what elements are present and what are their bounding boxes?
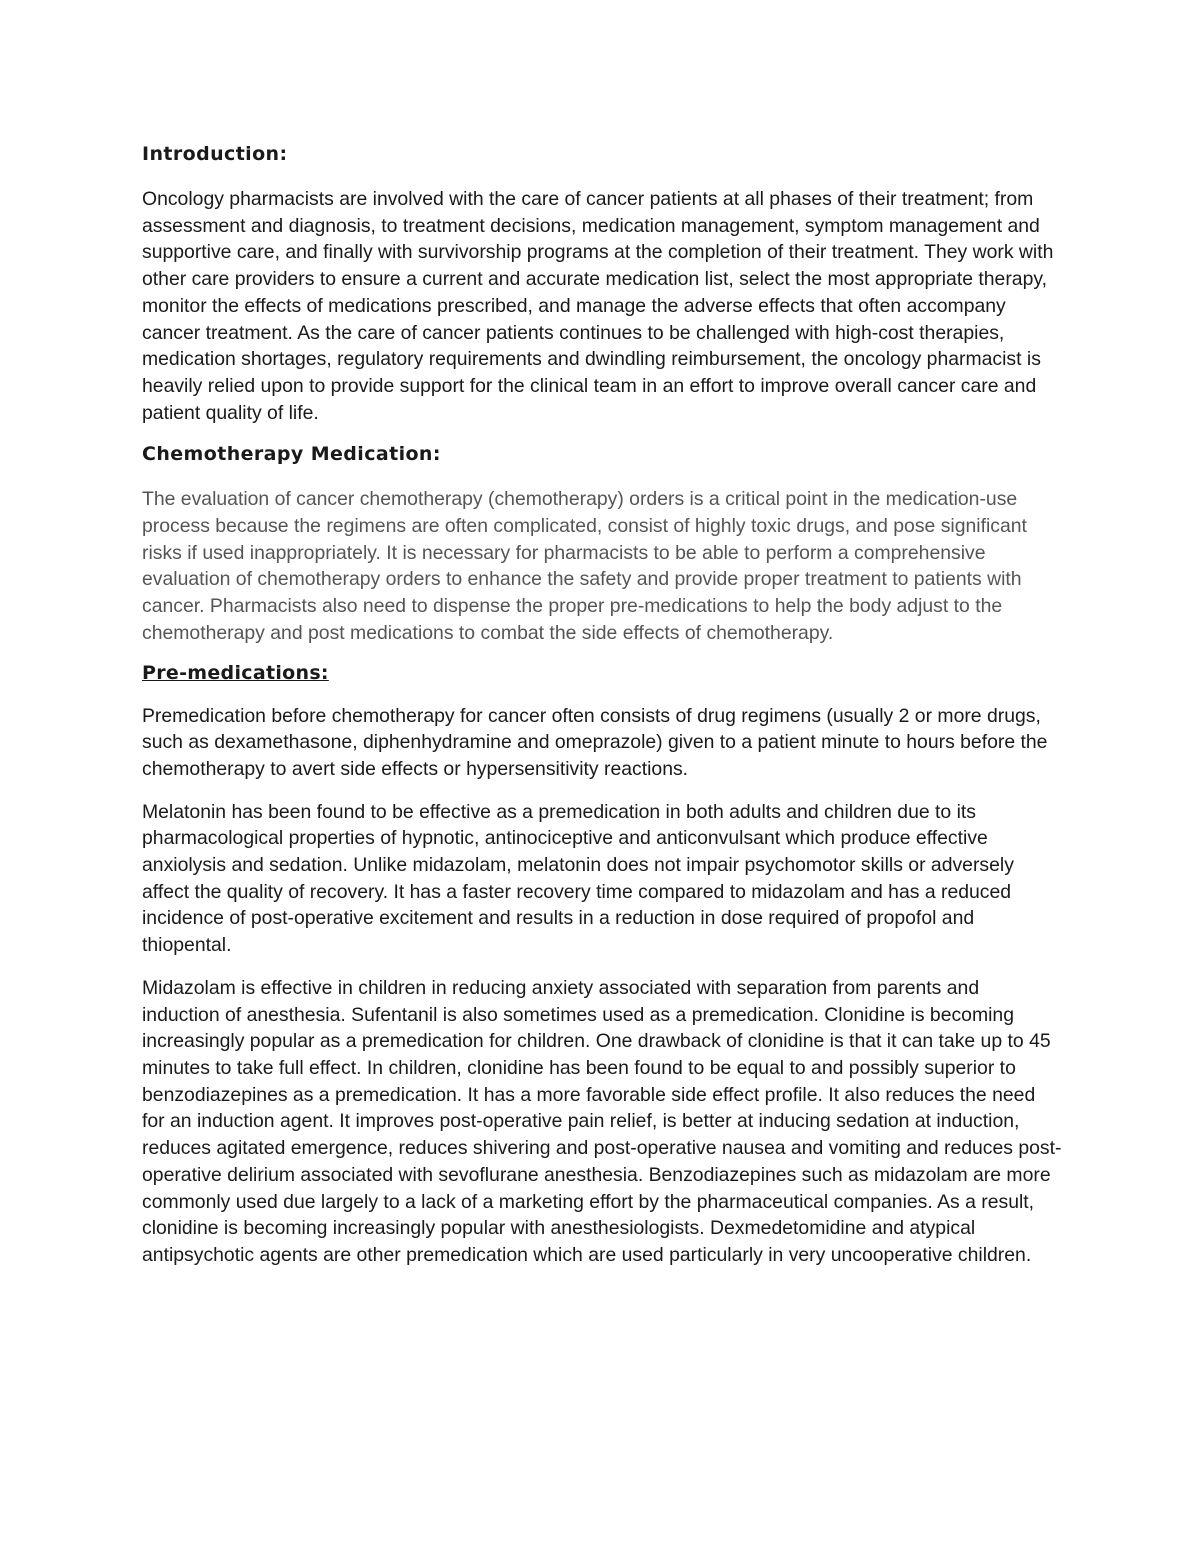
premedications-paragraph-3: Midazolam is effective in children in reducing anxiety associated with separation from parents and induction of anesthesia. Sufentanil is also sometimes used as a premedication. Clonidine is becoming increasingly popular as a premedication for children. One drawback of clonidine is that it can take up to 45 minutes to take full effect. In children, clonidine has been found to be equal to and possibly superior to benzodiazepines as a premedication. It has a more favorable side effect profile. It also reduces the need for an induction agent. It improves post-operative pain relief, is better at inducing sedation at induction, reduces agitated emergence, reduces shivering and post-operative nausea and vomiting and reduces post-operative delirium associated with sevoflurane anesthesia. Benzodiazepines such as midazolam are more commonly used due largely to a lack of a marketing effort by the pharmaceutical companies. As a result, clonidine is becoming increasingly popular with anesthesiologists. Dexmedetomidine and atypical antipsychotic agents are other premedication which are used particularly in very uncooperative children. <box>142 976 1062 1266</box>
document-body <box>142 138 1062 1269</box>
premedications-paragraph-2: Melatonin has been found to be effective as a premedication in both adults and children due to its pharmacological properties of hypnotic, antinociceptive and anticonvulsant which produce effective anxiolysis and sedation. Unlike midazolam, melatonin does not impair psychomotor skills or adversely affect the quality of recovery. It has a faster recovery time compared to midazolam and has a reduced incidence of post-operative excitement and results in a reduction in dose required of propofol and thiopental. <box>142 800 1014 957</box>
chemotherapy-heading: Chemotherapy Medication: <box>142 443 441 466</box>
introduction-paragraph: Oncology pharmacists are involved with the care of cancer patients at all phases of their treatment; from assessment and diagnosis, to treatment decisions, medication management, symptom management and supportive care, and finally with survivorship programs at the completion of their treatment. They work with other care providers to ensure a current and accurate medication list, select the most appropriate therapy, monitor the effects of medications prescribed, and manage the adverse effects that often accompany cancer treatment. As the care of cancer patients continues to be challenged with high-cost therapies, medication shortages, regulatory requirements and dwindling reimbursement, the oncology pharmacist is heavily relied upon to provide support for the clinical team in an effort to improve overall cancer care and patient quality of life. <box>142 188 1054 424</box>
chemotherapy-paragraph: The evaluation of cancer chemotherapy (chemotherapy) orders is a critical point in the medication-use process because the regimens are often complicated, consist of highly toxic drugs, and pose significant risks if used inappropriately. It is necessary for pharmacists to be able to perform a comprehensive evaluation of chemotherapy orders to enhance the safety and provide proper treatment to patients with cancer. Pharmacists also need to dispense the proper pre-medications to help the body adjust to the chemotherapy and post medications to combat the side effects of chemotherapy. <box>142 488 1027 644</box>
premedications-paragraph-1: Premedication before chemotherapy for cancer often consists of drug regimens (usually 2 or more drugs, such as dexamethasone, diphenhydramine and omeprazole) given to a patient minute to hours before the chemotherapy to avert side effects or hypersensitivity reactions. <box>142 704 1048 780</box>
introduction-heading: Introduction: <box>142 143 288 165</box>
premedications-heading: Pre-medications: <box>142 661 329 684</box>
